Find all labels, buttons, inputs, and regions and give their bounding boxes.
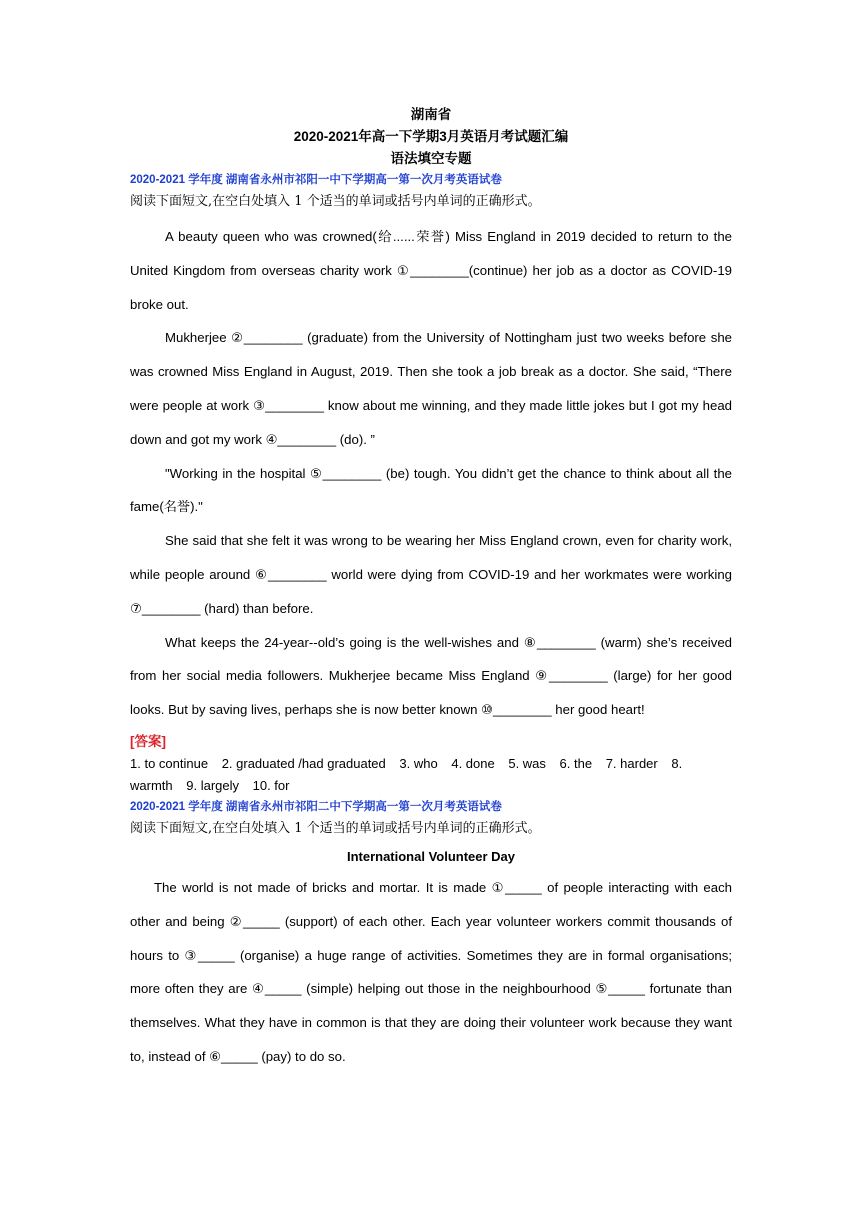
doc-title-main: 2020-2021年高一下学期3月英语月考试题汇编 — [293, 129, 569, 144]
answer-list — [130, 753, 732, 797]
answer-item: 7. harder — [605, 755, 658, 771]
answer-item: 4. done — [451, 755, 495, 771]
answer-item: 5. was — [508, 755, 546, 771]
section1-paragraph-1: A beauty queen who was crowned(给......荣誉) Miss England in 2019 decided to return to the United Kingdom from overseas charity work ①________(continue) her job as a doctor as COVID-19 broke out. — [130, 229, 732, 312]
answer-item: 1. to continue — [130, 755, 209, 771]
section2-instruction: 阅读下面短文,在空白处填入 1 个适当的单词或括号内单词的正确形式。 — [130, 820, 541, 836]
section1-source: 2020-2021 学年度 湖南省永州市祁阳一中下学期高一第一次月考英语试卷 — [130, 174, 502, 186]
section1-paragraph-2: Mukherjee ②________ (graduate) from the University of Nottingham just two weeks before she was crowned Miss England in August, 2019. Then she took a job break as a doctor. She said, “There were people at work ③________ know about me winning, and they made little jokes but I got my head down and got my work ④________ (do). ” — [130, 330, 732, 447]
answer-item: 3. who — [399, 755, 438, 771]
section1-paragraph-5: What keeps the 24-year--old’s going is the well-wishes and ⑧________ (warm) she’s received from her social media followers. Mukherjee became Miss England ⑨________ (large) for her good looks. But by saving lives, perhaps she is now better known ⑩________ her good heart! — [130, 634, 732, 718]
answer-item: 10. for — [252, 777, 290, 793]
section2-paragraph-1: The world is not made of bricks and mortar. It is made ①_____ of people interacting with each other and being ②_____ (support) of each other. Each year volunteer workers commit thousands of hours to ③_____ (organise) a huge range of activities. Sometimes they are in formal organisations; more often they are ④_____ (simple) helping out those in the neighbourhood ⑤_____ fortunate than themselves. What they have in common is that they are doing their volunteer work because they want to, instead of ⑥_____ (pay) to do so. — [130, 879, 732, 1064]
section1-paragraph-4: She said that she felt it was wrong to be wearing her Miss England crown, even for charity work, while people around ⑥________ world were dying from COVID-19 and her workmates were working ⑦________ (hard) than before. — [130, 533, 732, 616]
answer-item: 2. graduated /had graduated — [221, 755, 386, 771]
answer-item: 9. largely — [186, 777, 239, 793]
answer-label: [答案] — [130, 733, 166, 749]
section1-paragraph-3: "Working in the hospital ⑤________ (be) tough. You didn’t get the chance to think about all the fame(名誉)." — [130, 465, 732, 515]
doc-title-topic: 语法填空专题 — [390, 151, 472, 166]
section2-title: International Volunteer Day — [346, 848, 516, 864]
document-page — [130, 0, 732, 1074]
section2-source: 2020-2021 学年度 湖南省永州市祁阳二中下学期高一第一次月考英语试卷 — [130, 800, 502, 813]
answer-item: 6. the — [559, 755, 593, 771]
section1-instruction: 阅读下面短文,在空白处填入 1 个适当的单词或括号内单词的正确形式。 — [130, 194, 541, 209]
doc-title-province: 湖南省 — [410, 107, 452, 122]
answer-item: 8. warmth — [130, 755, 683, 793]
